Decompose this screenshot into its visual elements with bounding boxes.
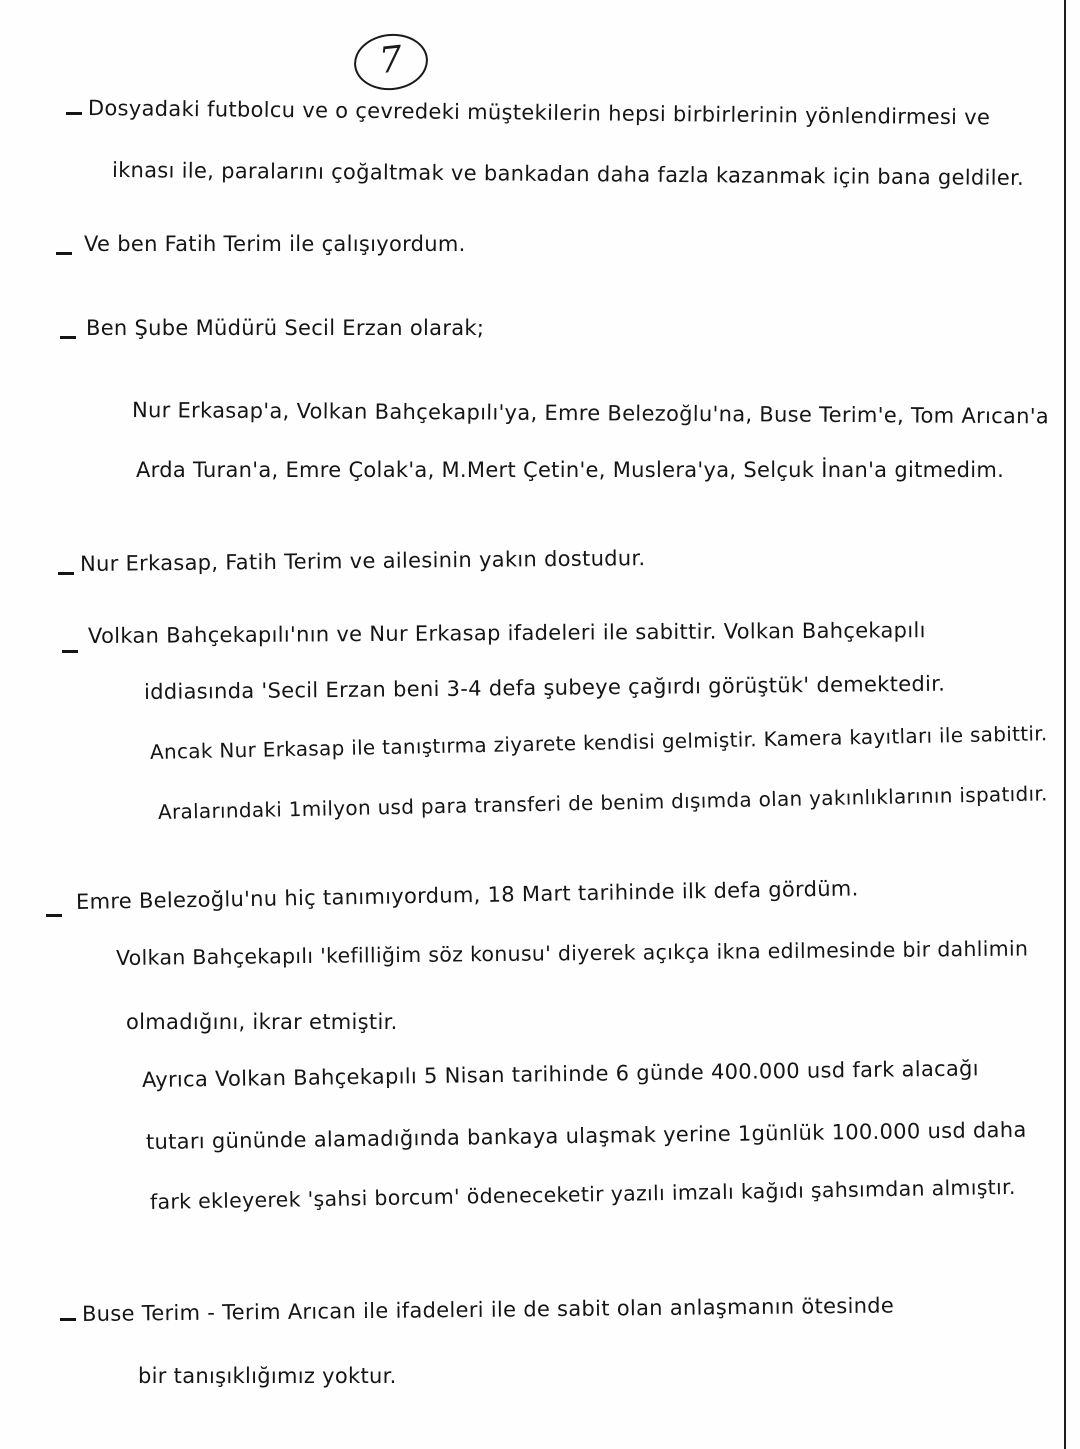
statement-line: iknası ile, paralarını çoğaltmak ve bankadan daha fazla kazanmak için bana geldiler. — [111, 158, 1025, 190]
bullet-dash — [62, 650, 78, 653]
statement-line: Ayrıca Volkan Bahçekapılı 5 Nisan tarihinde 6 günde 400.000 usd fark alacağı — [141, 1056, 979, 1092]
statement-line: Aralarındaki 1milyon usd para transferi de benim dışımda olan yakınlıklarının ispatıdır. — [157, 781, 1048, 824]
page-number: 7 — [351, 30, 430, 93]
bullet-dash — [60, 336, 76, 339]
statement-line: Ve ben Fatih Terim ile çalışıyordum. — [84, 232, 466, 256]
statement-line: Dosyadaki futbolcu ve o çevredeki müştekilerin hepsi birbirlerinin yönlendirmesi ve — [87, 96, 991, 130]
statement-line: fark ekleyerek 'şahsi borcum' ödeneceketir yazılı imzalı kağıdı şahsımdan almıştır. — [149, 1174, 1016, 1214]
statement-line: Volkan Bahçekapılı 'kefilliğim söz konusu' diyerek açıkça ikna edilmesinde bir dahlimin — [115, 936, 1029, 970]
bullet-dash — [46, 914, 62, 917]
page-edge-rule — [1064, 0, 1066, 1449]
statement-line: iddiasında 'Secil Erzan beni 3-4 defa şubeye çağırdı görüştük' demektedir. — [143, 671, 946, 704]
statement-line: Nur Erkasap, Fatih Terim ve ailesinin yakın dostudur. — [79, 546, 646, 576]
statement-line: olmadığını, ikrar etmiştir. — [126, 1010, 398, 1034]
statement-line: Volkan Bahçekapılı'nın ve Nur Erkasap ifadeleri ile sabittir. Volkan Bahçekapılı — [87, 618, 926, 648]
statement-line: Nur Erkasap'a, Volkan Bahçekapılı'ya, Emre Belezoğlu'na, Buse Terim'e, Tom Arıcan'a — [131, 398, 1050, 429]
statement-line: Ancak Nur Erkasap ile tanıştırma ziyarete kendisi gelmiştir. Kamera kayıtları ile sabittir. — [149, 721, 1048, 764]
statement-line: Emre Belezoğlu'nu hiç tanımıyordum, 18 Mart tarihinde ilk defa gördüm. — [75, 876, 859, 914]
statement-line: tutarı gününde alamadığında bankaya ulaşmak yerine 1günlük 100.000 usd daha — [145, 1117, 1027, 1154]
bullet-dash — [60, 1318, 76, 1321]
statement-line: Ben Şube Müdürü Secil Erzan olarak; — [86, 316, 485, 340]
bullet-dash — [66, 112, 82, 115]
statement-line: Buse Terim - Terim Arıcan ile ifadeleri ile de sabit olan anlaşmanın ötesinde — [81, 1293, 895, 1326]
bullet-dash — [58, 572, 74, 575]
statement-line: bir tanışıklığımız yoktur. — [138, 1364, 397, 1388]
bullet-dash — [56, 252, 72, 255]
statement-line: Arda Turan'a, Emre Çolak'a, M.Mert Çetin'e, Muslera'ya, Selçuk İnan'a gitmedim. — [136, 458, 1005, 482]
